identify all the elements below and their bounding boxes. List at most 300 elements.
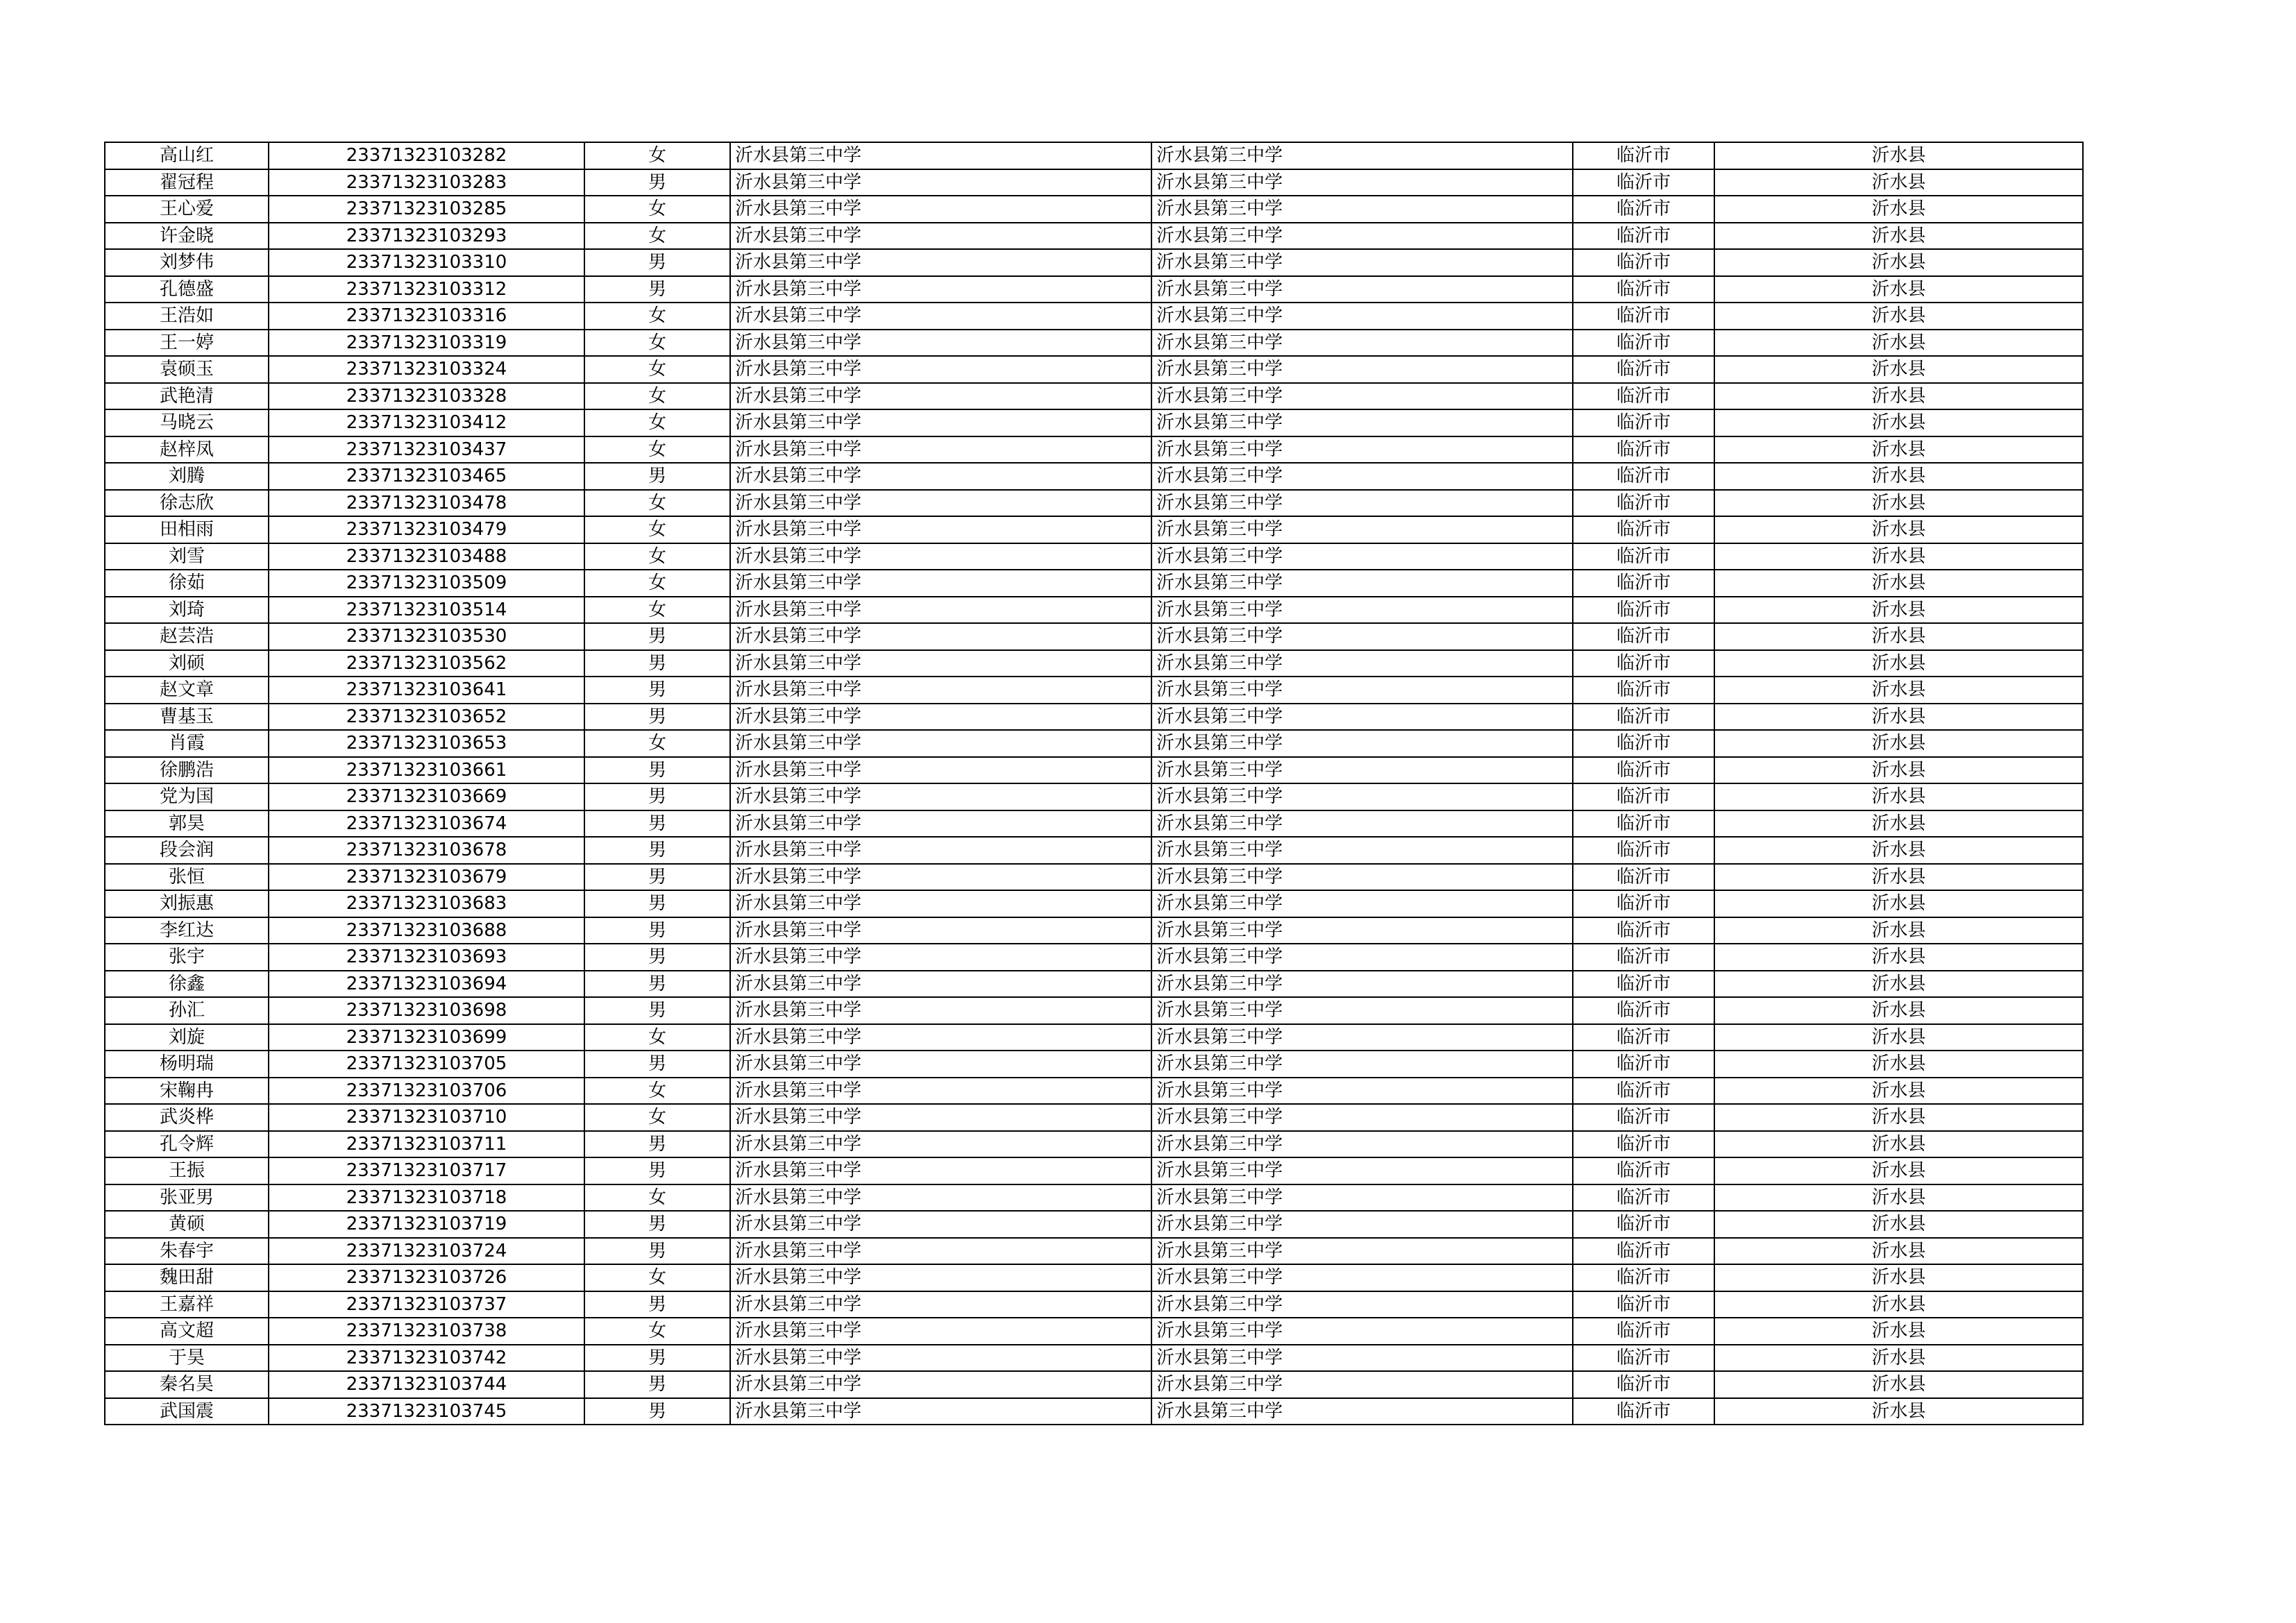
city-cell: 临沂市	[1573, 223, 1714, 250]
student-name-cell: 田相雨	[105, 516, 269, 543]
student-name-cell: 赵梓凤	[105, 436, 269, 464]
exam-school-cell: 沂水县第三中学	[1151, 1345, 1573, 1372]
city-cell: 临沂市	[1573, 997, 1714, 1024]
county-cell: 沂水县	[1714, 223, 2083, 250]
exam-school-cell: 沂水县第三中学	[1151, 356, 1573, 383]
table-row	[105, 917, 2083, 944]
student-name-cell: 徐茹	[105, 570, 269, 597]
school-cell: 沂水县第三中学	[730, 409, 1151, 436]
student-name-cell: 魏田甜	[105, 1264, 269, 1291]
county-cell: 沂水县	[1714, 1024, 2083, 1051]
county-cell: 沂水县	[1714, 463, 2083, 490]
student-name-cell: 王一婷	[105, 330, 269, 357]
table-row	[105, 570, 2083, 597]
gender-cell: 男	[584, 810, 730, 838]
table-row	[105, 650, 2083, 677]
county-cell: 沂水县	[1714, 1184, 2083, 1212]
exam-school-cell: 沂水县第三中学	[1151, 169, 1573, 196]
school-cell: 沂水县第三中学	[730, 597, 1151, 624]
school-cell: 沂水县第三中学	[730, 169, 1151, 196]
exam-school-cell: 沂水县第三中学	[1151, 810, 1573, 838]
exam-school-cell: 沂水县第三中学	[1151, 1157, 1573, 1184]
city-cell: 临沂市	[1573, 516, 1714, 543]
county-cell: 沂水县	[1714, 890, 2083, 917]
table-row	[105, 1131, 2083, 1158]
school-cell: 沂水县第三中学	[730, 1131, 1151, 1158]
school-cell: 沂水县第三中学	[730, 917, 1151, 944]
city-cell: 临沂市	[1573, 1024, 1714, 1051]
student-name-cell: 王嘉祥	[105, 1291, 269, 1318]
county-cell: 沂水县	[1714, 944, 2083, 971]
exam-school-cell: 沂水县第三中学	[1151, 1264, 1573, 1291]
school-cell: 沂水县第三中学	[730, 971, 1151, 998]
city-cell: 临沂市	[1573, 837, 1714, 864]
county-cell: 沂水县	[1714, 1211, 2083, 1238]
exam-school-cell: 沂水县第三中学	[1151, 1238, 1573, 1265]
city-cell: 临沂市	[1573, 1371, 1714, 1398]
city-cell: 临沂市	[1573, 276, 1714, 303]
exam-school-cell: 沂水县第三中学	[1151, 757, 1573, 784]
exam-id-cell: 23371323103285	[269, 196, 584, 223]
student-name-cell: 翟冠程	[105, 169, 269, 196]
county-cell: 沂水县	[1714, 276, 2083, 303]
school-cell: 沂水县第三中学	[730, 543, 1151, 570]
city-cell: 临沂市	[1573, 303, 1714, 330]
county-cell: 沂水县	[1714, 704, 2083, 731]
exam-id-cell: 23371323103562	[269, 650, 584, 677]
county-cell: 沂水县	[1714, 730, 2083, 757]
exam-school-cell: 沂水县第三中学	[1151, 463, 1573, 490]
student-name-cell: 徐鑫	[105, 971, 269, 998]
city-cell: 临沂市	[1573, 436, 1714, 464]
school-cell: 沂水县第三中学	[730, 249, 1151, 276]
city-cell: 临沂市	[1573, 890, 1714, 917]
student-name-cell: 于昊	[105, 1345, 269, 1372]
exam-id-cell: 23371323103465	[269, 463, 584, 490]
student-name-cell: 黄硕	[105, 1211, 269, 1238]
county-cell: 沂水县	[1714, 356, 2083, 383]
county-cell: 沂水县	[1714, 650, 2083, 677]
table-row	[105, 1345, 2083, 1372]
exam-id-cell: 23371323103711	[269, 1131, 584, 1158]
exam-id-cell: 23371323103479	[269, 516, 584, 543]
school-cell: 沂水县第三中学	[730, 704, 1151, 731]
student-name-cell: 张宇	[105, 944, 269, 971]
exam-id-cell: 23371323103412	[269, 409, 584, 436]
student-name-cell: 武炎桦	[105, 1104, 269, 1131]
table-row	[105, 597, 2083, 624]
city-cell: 临沂市	[1573, 677, 1714, 704]
school-cell: 沂水县第三中学	[730, 223, 1151, 250]
gender-cell: 女	[584, 543, 730, 570]
student-name-cell: 刘雪	[105, 543, 269, 570]
county-cell: 沂水县	[1714, 597, 2083, 624]
student-name-cell: 袁硕玉	[105, 356, 269, 383]
table-row	[105, 837, 2083, 864]
exam-id-cell: 23371323103699	[269, 1024, 584, 1051]
exam-id-cell: 23371323103694	[269, 971, 584, 998]
exam-school-cell: 沂水县第三中学	[1151, 1051, 1573, 1078]
table-row	[105, 1264, 2083, 1291]
school-cell: 沂水县第三中学	[730, 1264, 1151, 1291]
student-name-cell: 刘振惠	[105, 890, 269, 917]
city-cell: 临沂市	[1573, 249, 1714, 276]
student-name-cell: 宋鞠冉	[105, 1078, 269, 1105]
table-row	[105, 1211, 2083, 1238]
student-name-cell: 刘梦伟	[105, 249, 269, 276]
exam-school-cell: 沂水县第三中学	[1151, 223, 1573, 250]
city-cell: 临沂市	[1573, 1104, 1714, 1131]
table-row	[105, 1104, 2083, 1131]
exam-school-cell: 沂水县第三中学	[1151, 196, 1573, 223]
gender-cell: 男	[584, 997, 730, 1024]
school-cell: 沂水县第三中学	[730, 142, 1151, 169]
school-cell: 沂水县第三中学	[730, 1371, 1151, 1398]
gender-cell: 女	[584, 436, 730, 464]
gender-cell: 女	[584, 142, 730, 169]
table-row	[105, 1051, 2083, 1078]
student-name-cell: 张亚男	[105, 1184, 269, 1212]
table-row	[105, 516, 2083, 543]
school-cell: 沂水县第三中学	[730, 330, 1151, 357]
school-cell: 沂水县第三中学	[730, 303, 1151, 330]
school-cell: 沂水县第三中学	[730, 196, 1151, 223]
exam-id-cell: 23371323103478	[269, 490, 584, 517]
table-row	[105, 783, 2083, 810]
city-cell: 临沂市	[1573, 356, 1714, 383]
student-name-cell: 徐志欣	[105, 490, 269, 517]
city-cell: 临沂市	[1573, 169, 1714, 196]
student-roster-table	[104, 142, 2084, 1425]
exam-school-cell: 沂水县第三中学	[1151, 1398, 1573, 1425]
gender-cell: 女	[584, 1184, 730, 1212]
table-row	[105, 810, 2083, 838]
school-cell: 沂水县第三中学	[730, 650, 1151, 677]
county-cell: 沂水县	[1714, 249, 2083, 276]
student-name-cell: 张恒	[105, 864, 269, 891]
city-cell: 临沂市	[1573, 490, 1714, 517]
exam-id-cell: 23371323103679	[269, 864, 584, 891]
city-cell: 临沂市	[1573, 330, 1714, 357]
county-cell: 沂水县	[1714, 1371, 2083, 1398]
table-row	[105, 757, 2083, 784]
gender-cell: 男	[584, 704, 730, 731]
school-cell: 沂水县第三中学	[730, 810, 1151, 838]
student-name-cell: 马晓云	[105, 409, 269, 436]
exam-school-cell: 沂水县第三中学	[1151, 1184, 1573, 1212]
county-cell: 沂水县	[1714, 1318, 2083, 1345]
school-cell: 沂水县第三中学	[730, 463, 1151, 490]
gender-cell: 女	[584, 1264, 730, 1291]
gender-cell: 男	[584, 971, 730, 998]
gender-cell: 男	[584, 783, 730, 810]
county-cell: 沂水县	[1714, 1345, 2083, 1372]
county-cell: 沂水县	[1714, 169, 2083, 196]
school-cell: 沂水县第三中学	[730, 864, 1151, 891]
city-cell: 临沂市	[1573, 1291, 1714, 1318]
city-cell: 临沂市	[1573, 142, 1714, 169]
city-cell: 临沂市	[1573, 463, 1714, 490]
student-name-cell: 肖霞	[105, 730, 269, 757]
city-cell: 临沂市	[1573, 1078, 1714, 1105]
city-cell: 临沂市	[1573, 1051, 1714, 1078]
county-cell: 沂水县	[1714, 1157, 2083, 1184]
gender-cell: 男	[584, 1051, 730, 1078]
table-row	[105, 1184, 2083, 1212]
exam-id-cell: 23371323103312	[269, 276, 584, 303]
table-row	[105, 1318, 2083, 1345]
table-row	[105, 1398, 2083, 1425]
exam-school-cell: 沂水县第三中学	[1151, 330, 1573, 357]
student-name-cell: 高山红	[105, 142, 269, 169]
exam-school-cell: 沂水县第三中学	[1151, 971, 1573, 998]
exam-school-cell: 沂水县第三中学	[1151, 1211, 1573, 1238]
table-row	[105, 276, 2083, 303]
table-row	[105, 677, 2083, 704]
student-name-cell: 赵芸浩	[105, 623, 269, 650]
table-row	[105, 330, 2083, 357]
school-cell: 沂水县第三中学	[730, 1318, 1151, 1345]
exam-school-cell: 沂水县第三中学	[1151, 837, 1573, 864]
exam-id-cell: 23371323103328	[269, 383, 584, 410]
school-cell: 沂水县第三中学	[730, 490, 1151, 517]
student-name-cell: 高文超	[105, 1318, 269, 1345]
county-cell: 沂水县	[1714, 677, 2083, 704]
county-cell: 沂水县	[1714, 1131, 2083, 1158]
student-name-cell: 赵文章	[105, 677, 269, 704]
student-name-cell: 李红达	[105, 917, 269, 944]
county-cell: 沂水县	[1714, 516, 2083, 543]
gender-cell: 男	[584, 1291, 730, 1318]
city-cell: 临沂市	[1573, 757, 1714, 784]
student-name-cell: 党为国	[105, 783, 269, 810]
table-row	[105, 249, 2083, 276]
school-cell: 沂水县第三中学	[730, 436, 1151, 464]
gender-cell: 女	[584, 330, 730, 357]
school-cell: 沂水县第三中学	[730, 356, 1151, 383]
student-name-cell: 秦名昊	[105, 1371, 269, 1398]
county-cell: 沂水县	[1714, 1264, 2083, 1291]
gender-cell: 女	[584, 383, 730, 410]
gender-cell: 男	[584, 1211, 730, 1238]
table-row	[105, 356, 2083, 383]
exam-id-cell: 23371323103718	[269, 1184, 584, 1212]
exam-school-cell: 沂水县第三中学	[1151, 944, 1573, 971]
student-name-cell: 徐鹏浩	[105, 757, 269, 784]
school-cell: 沂水县第三中学	[730, 997, 1151, 1024]
gender-cell: 女	[584, 303, 730, 330]
student-name-cell: 杨明瑞	[105, 1051, 269, 1078]
table-row	[105, 169, 2083, 196]
table-row	[105, 704, 2083, 731]
gender-cell: 男	[584, 249, 730, 276]
county-cell: 沂水县	[1714, 196, 2083, 223]
county-cell: 沂水县	[1714, 409, 2083, 436]
county-cell: 沂水县	[1714, 303, 2083, 330]
county-cell: 沂水县	[1714, 383, 2083, 410]
school-cell: 沂水县第三中学	[730, 944, 1151, 971]
exam-school-cell: 沂水县第三中学	[1151, 704, 1573, 731]
gender-cell: 男	[584, 1238, 730, 1265]
exam-school-cell: 沂水县第三中学	[1151, 516, 1573, 543]
school-cell: 沂水县第三中学	[730, 890, 1151, 917]
exam-id-cell: 23371323103705	[269, 1051, 584, 1078]
table-row	[105, 463, 2083, 490]
city-cell: 临沂市	[1573, 917, 1714, 944]
school-cell: 沂水县第三中学	[730, 837, 1151, 864]
county-cell: 沂水县	[1714, 1291, 2083, 1318]
exam-school-cell: 沂水县第三中学	[1151, 677, 1573, 704]
county-cell: 沂水县	[1714, 997, 2083, 1024]
exam-id-cell: 23371323103742	[269, 1345, 584, 1372]
city-cell: 临沂市	[1573, 1264, 1714, 1291]
exam-school-cell: 沂水县第三中学	[1151, 783, 1573, 810]
city-cell: 临沂市	[1573, 383, 1714, 410]
city-cell: 临沂市	[1573, 971, 1714, 998]
exam-id-cell: 23371323103698	[269, 997, 584, 1024]
exam-id-cell: 23371323103674	[269, 810, 584, 838]
exam-id-cell: 23371323103310	[269, 249, 584, 276]
exam-id-cell: 23371323103706	[269, 1078, 584, 1105]
table-row	[105, 997, 2083, 1024]
exam-id-cell: 23371323103283	[269, 169, 584, 196]
exam-id-cell: 23371323103641	[269, 677, 584, 704]
city-cell: 临沂市	[1573, 597, 1714, 624]
city-cell: 临沂市	[1573, 196, 1714, 223]
county-cell: 沂水县	[1714, 1238, 2083, 1265]
exam-school-cell: 沂水县第三中学	[1151, 890, 1573, 917]
student-name-cell: 孙汇	[105, 997, 269, 1024]
gender-cell: 男	[584, 1398, 730, 1425]
gender-cell: 女	[584, 597, 730, 624]
table-row	[105, 1157, 2083, 1184]
exam-school-cell: 沂水县第三中学	[1151, 303, 1573, 330]
table-row	[105, 223, 2083, 250]
exam-id-cell: 23371323103710	[269, 1104, 584, 1131]
exam-id-cell: 23371323103669	[269, 783, 584, 810]
exam-id-cell: 23371323103717	[269, 1157, 584, 1184]
exam-school-cell: 沂水县第三中学	[1151, 249, 1573, 276]
table-row	[105, 196, 2083, 223]
exam-school-cell: 沂水县第三中学	[1151, 1024, 1573, 1051]
school-cell: 沂水县第三中学	[730, 1211, 1151, 1238]
gender-cell: 女	[584, 490, 730, 517]
table-row	[105, 490, 2083, 517]
exam-id-cell: 23371323103737	[269, 1291, 584, 1318]
exam-school-cell: 沂水县第三中学	[1151, 917, 1573, 944]
table-row	[105, 543, 2083, 570]
gender-cell: 女	[584, 1024, 730, 1051]
county-cell: 沂水县	[1714, 1051, 2083, 1078]
student-name-cell: 曹基玉	[105, 704, 269, 731]
school-cell: 沂水县第三中学	[730, 1104, 1151, 1131]
gender-cell: 男	[584, 1345, 730, 1372]
school-cell: 沂水县第三中学	[730, 623, 1151, 650]
city-cell: 临沂市	[1573, 704, 1714, 731]
county-cell: 沂水县	[1714, 623, 2083, 650]
student-name-cell: 朱春宇	[105, 1238, 269, 1265]
student-name-cell: 武艳清	[105, 383, 269, 410]
school-cell: 沂水县第三中学	[730, 383, 1151, 410]
city-cell: 临沂市	[1573, 783, 1714, 810]
gender-cell: 男	[584, 757, 730, 784]
city-cell: 临沂市	[1573, 1211, 1714, 1238]
city-cell: 临沂市	[1573, 1345, 1714, 1372]
exam-school-cell: 沂水县第三中学	[1151, 1291, 1573, 1318]
exam-school-cell: 沂水县第三中学	[1151, 623, 1573, 650]
school-cell: 沂水县第三中学	[730, 1291, 1151, 1318]
table-row	[105, 730, 2083, 757]
exam-id-cell: 23371323103514	[269, 597, 584, 624]
table-row	[105, 409, 2083, 436]
city-cell: 临沂市	[1573, 409, 1714, 436]
table-row	[105, 944, 2083, 971]
student-name-cell: 武国震	[105, 1398, 269, 1425]
county-cell: 沂水县	[1714, 436, 2083, 464]
student-name-cell: 段会润	[105, 837, 269, 864]
exam-school-cell: 沂水县第三中学	[1151, 490, 1573, 517]
county-cell: 沂水县	[1714, 810, 2083, 838]
exam-school-cell: 沂水县第三中学	[1151, 730, 1573, 757]
table-row	[105, 142, 2083, 169]
gender-cell: 男	[584, 623, 730, 650]
student-name-cell: 许金晓	[105, 223, 269, 250]
exam-id-cell: 23371323103693	[269, 944, 584, 971]
exam-school-cell: 沂水县第三中学	[1151, 276, 1573, 303]
gender-cell: 女	[584, 1104, 730, 1131]
exam-id-cell: 23371323103282	[269, 142, 584, 169]
gender-cell: 女	[584, 730, 730, 757]
exam-school-cell: 沂水县第三中学	[1151, 997, 1573, 1024]
exam-id-cell: 23371323103738	[269, 1318, 584, 1345]
gender-cell: 女	[584, 196, 730, 223]
gender-cell: 男	[584, 837, 730, 864]
school-cell: 沂水县第三中学	[730, 1238, 1151, 1265]
school-cell: 沂水县第三中学	[730, 677, 1151, 704]
school-cell: 沂水县第三中学	[730, 1184, 1151, 1212]
exam-school-cell: 沂水县第三中学	[1151, 436, 1573, 464]
gender-cell: 女	[584, 356, 730, 383]
school-cell: 沂水县第三中学	[730, 1024, 1151, 1051]
county-cell: 沂水县	[1714, 864, 2083, 891]
city-cell: 临沂市	[1573, 1238, 1714, 1265]
exam-id-cell: 23371323103661	[269, 757, 584, 784]
school-cell: 沂水县第三中学	[730, 1157, 1151, 1184]
city-cell: 临沂市	[1573, 650, 1714, 677]
city-cell: 临沂市	[1573, 623, 1714, 650]
exam-id-cell: 23371323103652	[269, 704, 584, 731]
exam-id-cell: 23371323103724	[269, 1238, 584, 1265]
city-cell: 临沂市	[1573, 1157, 1714, 1184]
exam-id-cell: 23371323103726	[269, 1264, 584, 1291]
city-cell: 临沂市	[1573, 1184, 1714, 1212]
county-cell: 沂水县	[1714, 757, 2083, 784]
county-cell: 沂水县	[1714, 490, 2083, 517]
table-row	[105, 1371, 2083, 1398]
gender-cell: 男	[584, 1131, 730, 1158]
county-cell: 沂水县	[1714, 142, 2083, 169]
gender-cell: 男	[584, 169, 730, 196]
county-cell: 沂水县	[1714, 783, 2083, 810]
student-name-cell: 刘琦	[105, 597, 269, 624]
county-cell: 沂水县	[1714, 570, 2083, 597]
gender-cell: 男	[584, 463, 730, 490]
exam-id-cell: 23371323103509	[269, 570, 584, 597]
table-row	[105, 971, 2083, 998]
gender-cell: 男	[584, 864, 730, 891]
exam-school-cell: 沂水县第三中学	[1151, 409, 1573, 436]
gender-cell: 男	[584, 650, 730, 677]
